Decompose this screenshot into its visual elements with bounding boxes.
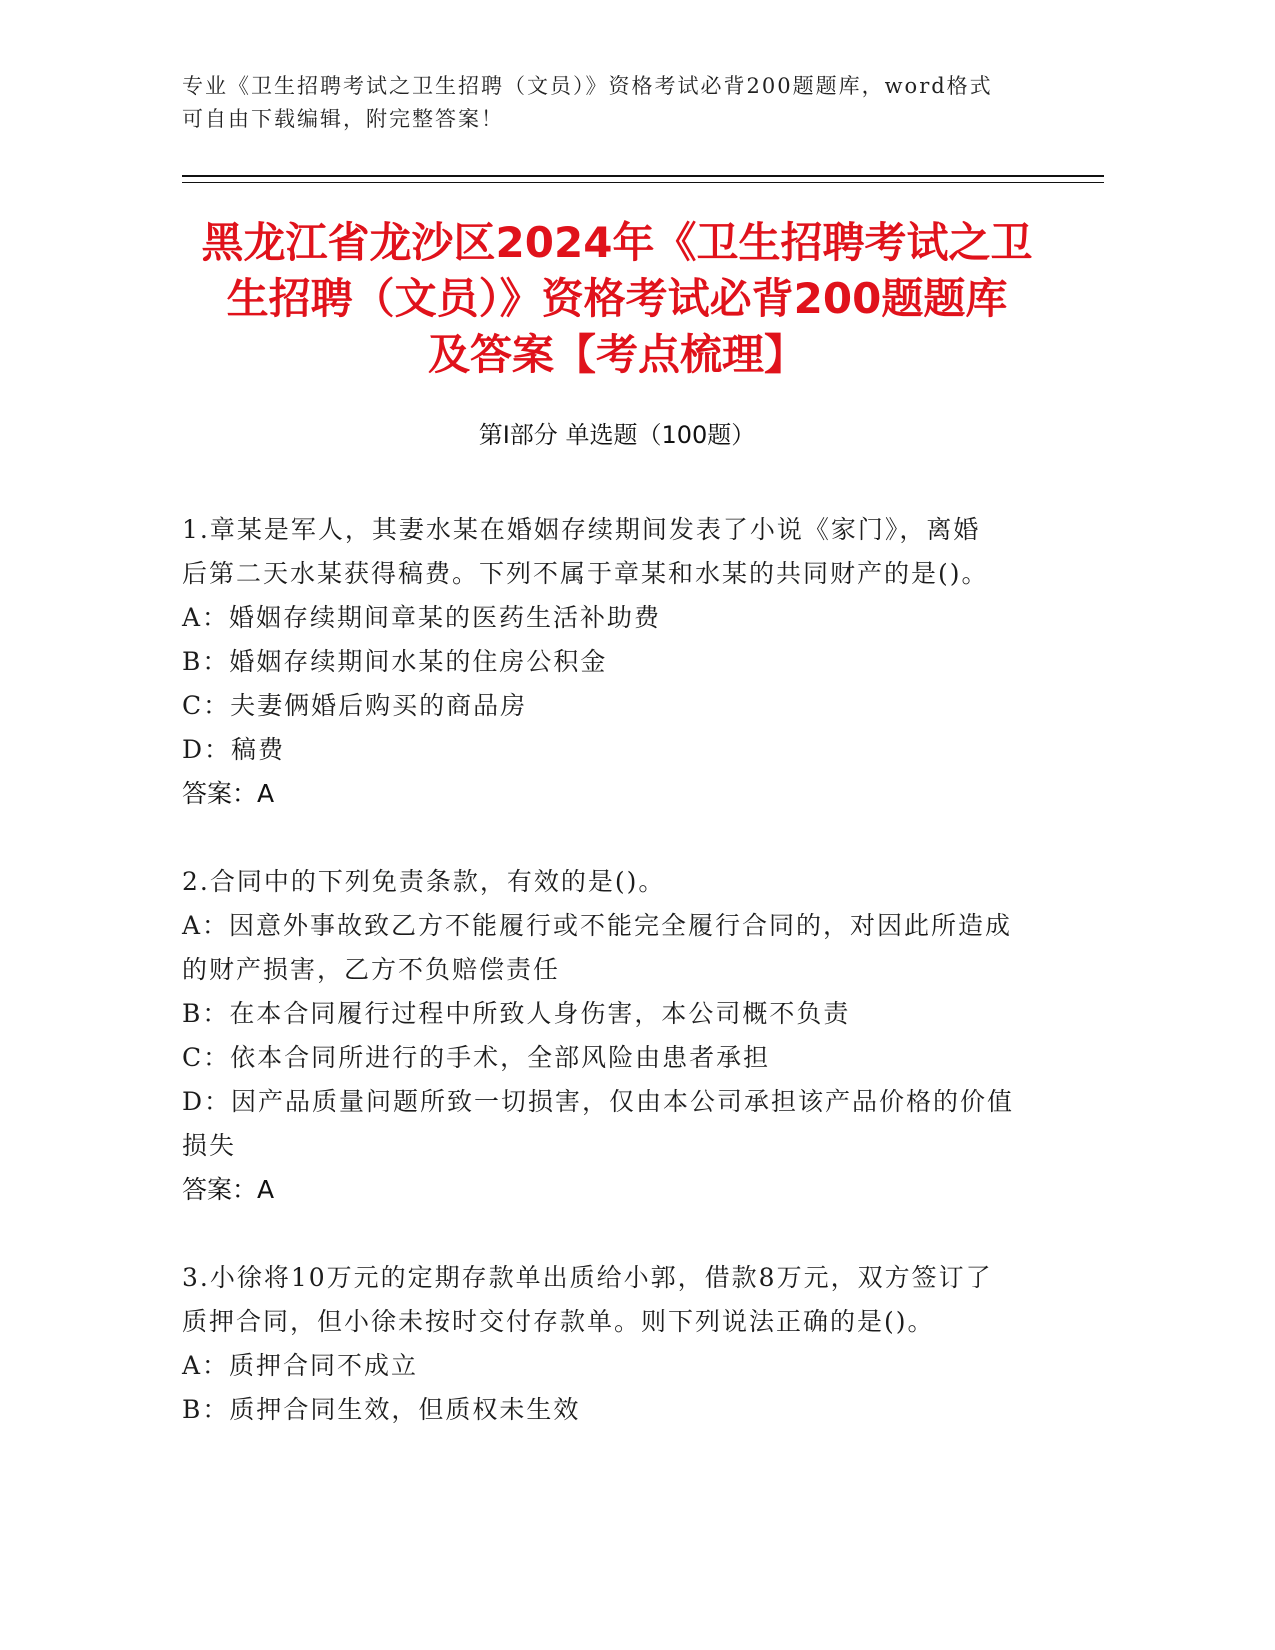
header-divider-thick <box>182 175 1104 177</box>
question-stem-line: 后第二天水某获得稿费。下列不属于章某和水某的共同财产的是()。 <box>182 559 989 588</box>
header-note-line-2: 可自由下载编辑，附完整答案！ <box>182 107 504 131</box>
answer-label: 答案：A <box>182 1175 275 1204</box>
question-list <box>182 508 1042 1476</box>
header-note-line-1: 专业《卫生招聘考试之卫生招聘（文员）》资格考试必背200题题库，word格式 <box>182 74 993 98</box>
option-a: A：婚姻存续期间章某的医药生活补助费 <box>182 603 662 632</box>
document-title-line-2: 生招聘（文员）》资格考试必背200题题库 <box>226 274 1008 323</box>
option-d: D：稿费 <box>182 735 286 764</box>
question-stem-line: 3.小徐将10万元的定期存款单出质给小郭，借款8万元，双方签订了 <box>182 1263 993 1292</box>
option-d-continuation: 损失 <box>182 1131 237 1160</box>
header-note <box>182 70 1042 136</box>
option-a: A：因意外事故致乙方不能履行或不能完全履行合同的，对因此所造成 <box>182 911 1013 940</box>
question-stem-line: 1.章某是军人，其妻水某在婚姻存续期间发表了小说《家门》，离婚 <box>182 515 981 544</box>
option-c: C：依本合同所进行的手术，全部风险由患者承担 <box>182 1043 771 1072</box>
section-heading: 第Ⅰ部分 单选题（100题） <box>478 421 756 449</box>
option-b: B：质押合同生效，但质权未生效 <box>182 1395 581 1424</box>
answer-label: 答案：A <box>182 779 275 808</box>
option-a: A：质押合同不成立 <box>182 1351 419 1380</box>
question-1 <box>182 508 1042 816</box>
document-title <box>182 215 1052 383</box>
option-b: B：在本合同履行过程中所致人身伤害，本公司概不负责 <box>182 999 851 1028</box>
header-divider-thin <box>182 182 1104 183</box>
question-3 <box>182 1256 1042 1432</box>
question-2 <box>182 860 1042 1212</box>
document-title-line-1: 黑龙江省龙沙区2024年《卫生招聘考试之卫 <box>201 218 1033 267</box>
option-c: C：夫妻俩婚后购买的商品房 <box>182 691 528 720</box>
option-b: B：婚姻存续期间水某的住房公积金 <box>182 647 608 676</box>
question-stem-line: 质押合同，但小徐未按时交付存款单。则下列说法正确的是()。 <box>182 1307 935 1336</box>
option-d: D：因产品质量问题所致一切损害，仅由本公司承担该产品价格的价值 <box>182 1087 1015 1116</box>
question-stem-line: 2.合同中的下列免责条款，有效的是()。 <box>182 867 666 896</box>
option-a-continuation: 的财产损害，乙方不负赔偿责任 <box>182 955 561 984</box>
document-title-line-3: 及答案【考点梳理】 <box>427 330 806 379</box>
